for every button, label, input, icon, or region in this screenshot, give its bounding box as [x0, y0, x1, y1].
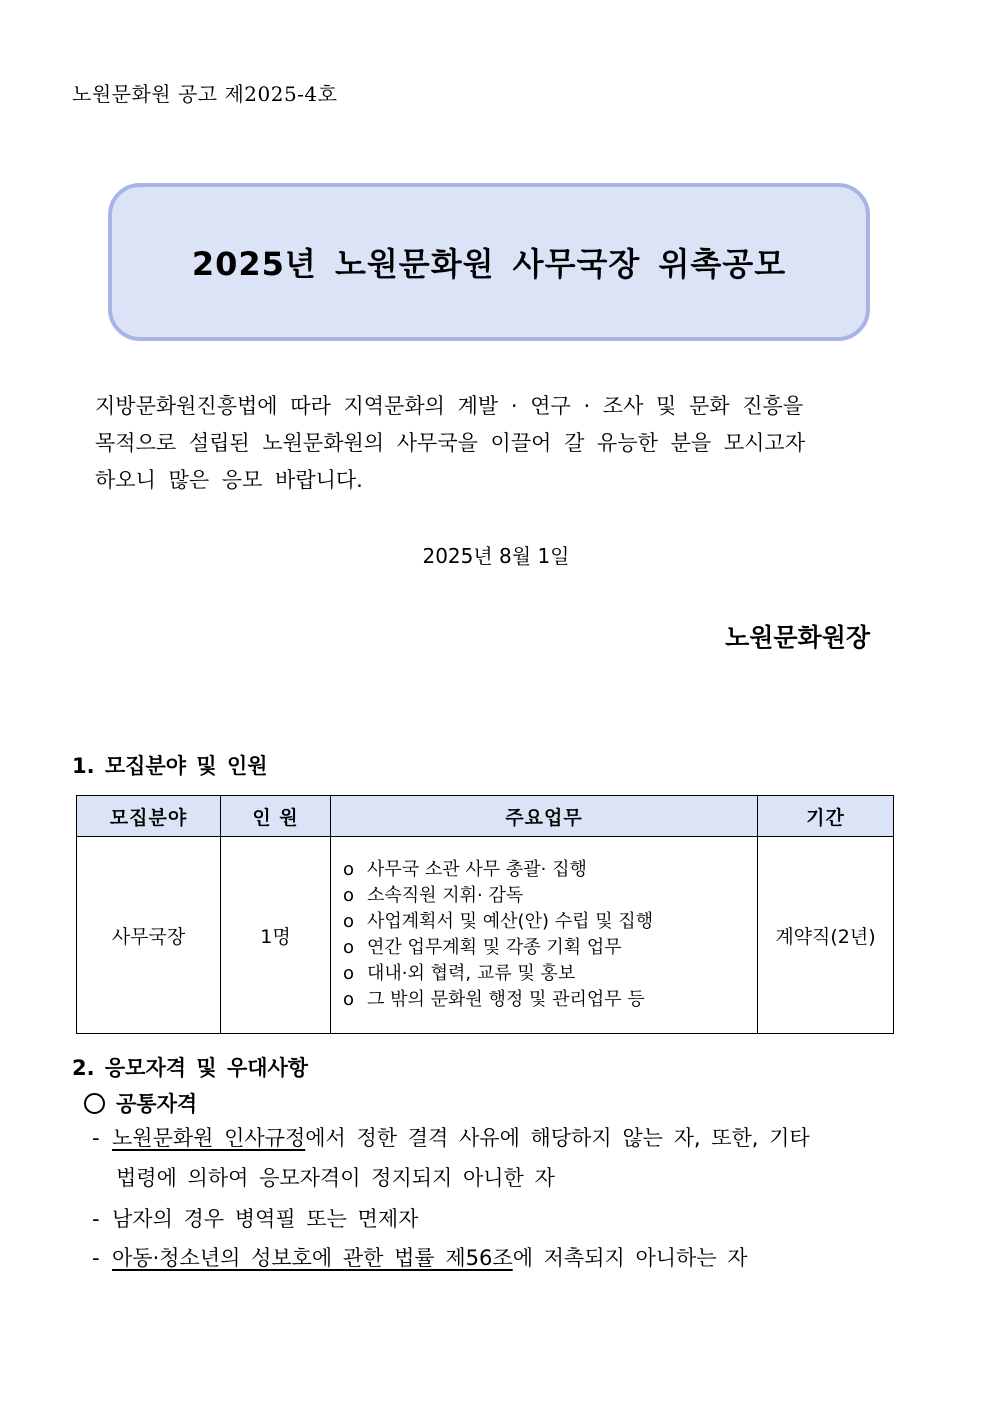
- bullet-marker: o: [343, 859, 355, 880]
- header-field: 모집분야: [77, 796, 221, 837]
- dash-marker: -: [92, 1207, 100, 1231]
- list-item: [343, 987, 745, 1013]
- duty-text: 대내·외 협력, 교류 및 홍보: [367, 963, 576, 984]
- announcement-date: 2025년 8월 1일: [422, 544, 570, 568]
- bullet-marker: o: [343, 989, 355, 1010]
- recruitment-table: [76, 795, 894, 1034]
- intro-line: 하오니 많은 응모 바랍니다.: [95, 468, 363, 492]
- duty-list: [343, 857, 745, 1013]
- intro-line: 지방문화원진흥법에 따라 지역문화의 계발 · 연구 · 조사 및 문화 진흥을: [95, 394, 804, 418]
- list-item: [343, 883, 745, 909]
- duty-text: 사무국 소관 사무 총괄· 집행: [367, 859, 587, 880]
- qualification-item: [92, 1203, 418, 1233]
- qualification-item: [92, 1122, 810, 1152]
- qualification-item-continued: 법령에 의하여 응모자격이 정지되지 아니한 자: [116, 1166, 555, 1190]
- notice-number: 노원문화원 공고 제2025-4호: [72, 82, 338, 106]
- dash-marker: -: [92, 1126, 100, 1150]
- circle-bullet-icon: [84, 1093, 105, 1114]
- cell-count: 1명: [221, 837, 331, 1034]
- bullet-marker: o: [343, 937, 355, 958]
- duty-text: 소속직원 지휘· 감독: [367, 885, 524, 906]
- bullet-marker: o: [343, 963, 355, 984]
- qualification-item: [92, 1242, 748, 1272]
- hr-regulation-reference: 노원문화원 인사규정: [112, 1126, 306, 1150]
- header-period: 기간: [758, 796, 894, 837]
- duty-text: 사업계획서 및 예산(안) 수립 및 집행: [367, 911, 654, 932]
- cell-field: 사무국장: [77, 837, 221, 1034]
- list-item: [343, 857, 745, 883]
- duty-text: 연간 업무계획 및 각종 기획 업무: [367, 937, 622, 958]
- youth-protection-law-reference: 아동·청소년의 성보호에 관한 법률 제56조: [112, 1246, 513, 1270]
- header-count: 인 원: [221, 796, 331, 837]
- bullet-marker: o: [343, 885, 355, 906]
- qualification-text: 에서 정한 결격 사유에 해당하지 않는 자, 또한, 기타: [305, 1126, 810, 1150]
- header-duties: 주요업무: [331, 796, 758, 837]
- dash-marker: -: [92, 1246, 100, 1270]
- issuer-signature: 노원문화원장: [725, 623, 870, 652]
- qualification-text: 에 저촉되지 아니하는 자: [512, 1246, 748, 1270]
- table-row: [77, 837, 894, 1034]
- subsection-common-qualification: [84, 1088, 197, 1118]
- list-item: [343, 935, 745, 961]
- bullet-marker: o: [343, 911, 355, 932]
- list-item: [343, 961, 745, 987]
- qualification-text: 남자의 경우 병역필 또는 면제자: [112, 1207, 419, 1231]
- cell-duties: [331, 837, 758, 1034]
- cell-period: 계약직(2년): [758, 837, 894, 1034]
- duty-text: 그 밖의 문화원 행정 및 관리업무 등: [367, 989, 645, 1010]
- page-title: 2025년 노원문화원 사무국장 위촉공모: [191, 245, 787, 283]
- list-item: [343, 909, 745, 935]
- section-2-title: 2. 응모자격 및 우대사항: [72, 1056, 309, 1080]
- section-1-title: 1. 모집분야 및 인원: [72, 754, 268, 778]
- intro-line: 목적으로 설립된 노원문화원의 사무국을 이끌어 갈 유능한 분을 모시고자: [95, 431, 805, 455]
- table-header-row: [77, 796, 894, 837]
- subsection-label: 공통자격: [116, 1092, 198, 1116]
- title-box: [108, 183, 870, 341]
- intro-paragraph: [95, 388, 887, 499]
